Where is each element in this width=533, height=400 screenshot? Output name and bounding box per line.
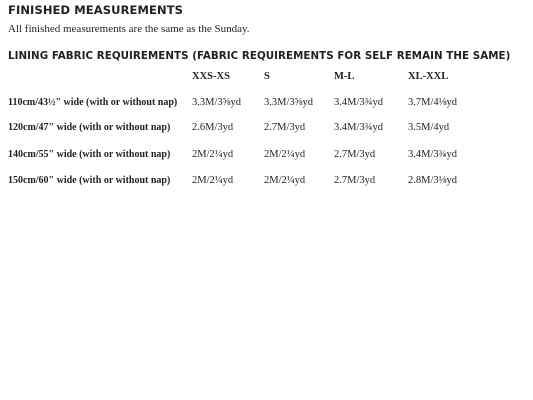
row-label: 120cm/47" wide (with or without nap) (8, 122, 171, 133)
table-cell: 2M/2¼yd (264, 149, 306, 160)
table-cell: 3.3M/3⅝yd (264, 97, 314, 108)
table-cell: 3.4M/3¾yd (408, 149, 458, 160)
table-cell: 2.7M/3yd (334, 175, 376, 186)
column-header-m-l: M-L (334, 71, 355, 82)
finished-measurements-text: All finished measurements are the same as the Sunday. (8, 23, 250, 35)
row-label: 140cm/55" wide (with or without nap) (8, 149, 171, 160)
table-cell: 3.4M/3¾yd (334, 97, 384, 108)
column-header-xxs-xs: XXS-XS (192, 71, 230, 82)
table-cell: 2.6M/3yd (192, 122, 234, 133)
table-cell: 2M/2¼yd (264, 175, 306, 186)
finished-measurements-heading: FINISHED MEASUREMENTS (8, 3, 184, 17)
table-cell: 2.7M/3yd (334, 149, 376, 160)
table-cell: 3.4M/3¾yd (334, 122, 384, 133)
table-cell: 3.7M/4⅛yd (408, 97, 458, 108)
table-cell: 3.3M/3⅝yd (192, 97, 242, 108)
table-cell: 3.5M/4yd (408, 122, 450, 133)
table-cell: 2M/2¼yd (192, 175, 234, 186)
table-cell: 2.7M/3yd (264, 122, 306, 133)
row-label: 150cm/60" wide (with or without nap) (8, 175, 171, 186)
column-header-xl-xxl: XL-XXL (408, 71, 449, 82)
lining-fabric-heading: LINING FABRIC REQUIREMENTS (FABRIC REQUIREMENTS FOR SELF REMAIN THE SAME) (8, 50, 511, 62)
row-label: 110cm/43½" wide (with or without nap) (8, 97, 178, 108)
column-header-s: S (264, 71, 270, 82)
table-cell: 2.8M/3⅛yd (408, 175, 458, 186)
table-cell: 2M/2¼yd (192, 149, 234, 160)
